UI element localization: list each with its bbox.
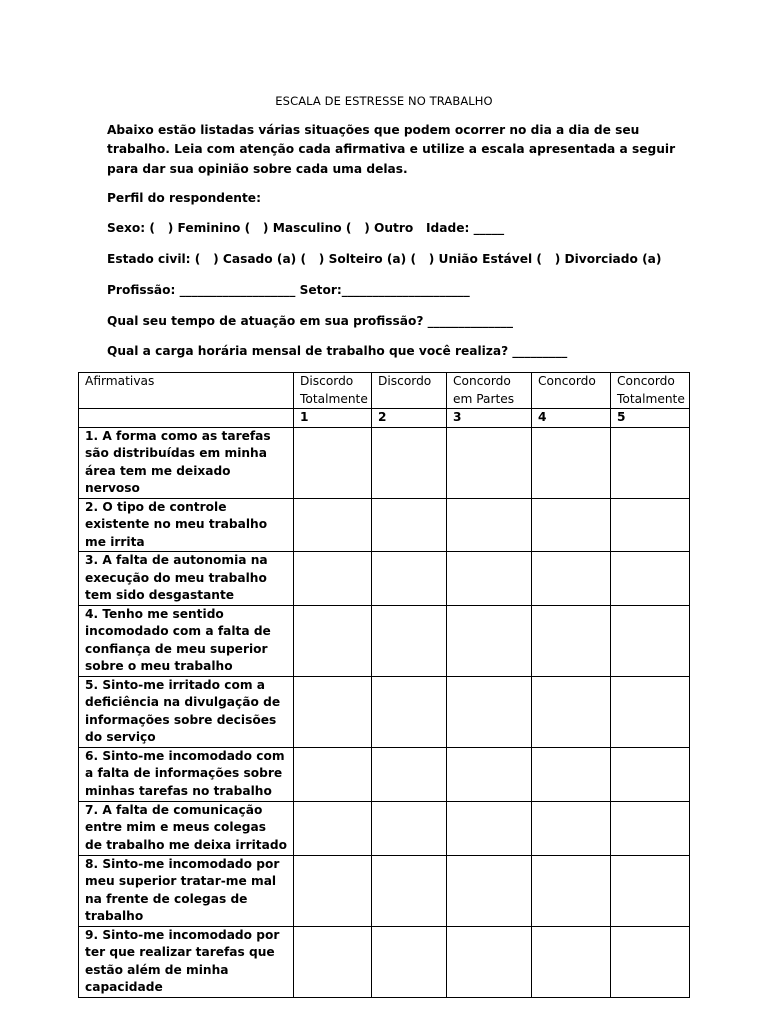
answer-cell-3[interactable] [447,676,532,747]
statement-text: 3. A falta de autonomia na execução do meu trabalho tem sido desgastante [79,552,294,606]
statement-text: 4. Tenho me sentido incomodado com a falta de confiança de meu superior sobre o meu trabalho [79,605,294,676]
statement-text: 9. Sinto-me incomodado por ter que realizar tarefas que estão além de minha capacidade [79,926,294,997]
header-afirmativas: Afirmativas [79,373,294,409]
table-row [79,747,690,801]
statement-text: 2. O tipo de controle existente no meu trabalho me irrita [79,498,294,552]
answer-cell-5[interactable] [611,676,690,747]
answer-cell-3[interactable] [447,926,532,997]
table-number-row [79,409,690,428]
answer-cell-2[interactable] [372,552,447,606]
table-row [79,926,690,997]
answer-cell-1[interactable] [294,427,372,498]
answer-cell-4[interactable] [532,427,611,498]
number-blank-cell [79,409,294,428]
scale-number-2: 2 [372,409,447,428]
document-title: ESCALA DE ESTRESSE NO TRABALHO [275,94,493,108]
profissao-setor-line: Profissão: ___________________ Setor:_____________________ [107,283,470,297]
scale-number-3: 3 [447,409,532,428]
answer-cell-1[interactable] [294,498,372,552]
statement-text: 8. Sinto-me incomodado por meu superior tratar-me mal na frente de colegas de trabalho [79,855,294,926]
answer-cell-2[interactable] [372,855,447,926]
table-row [79,427,690,498]
answer-cell-4[interactable] [532,747,611,801]
answer-cell-1[interactable] [294,855,372,926]
answer-cell-5[interactable] [611,855,690,926]
statement-text: 1. A forma como as tarefas são distribuídas em minha área tem me deixado nervoso [79,427,294,498]
header-col-5: Concordo Totalmente [611,373,690,409]
estado-civil-line: Estado civil: ( ) Casado (a) ( ) Solteiro (a) ( ) União Estável ( ) Divorciado (a) [107,252,662,266]
answer-cell-2[interactable] [372,605,447,676]
answer-cell-3[interactable] [447,747,532,801]
answer-cell-2[interactable] [372,427,447,498]
answer-cell-4[interactable] [532,605,611,676]
scale-number-1: 1 [294,409,372,428]
statement-text: 7. A falta de comunicação entre mim e meus colegas de trabalho me deixa irritado [79,801,294,855]
answer-cell-4[interactable] [532,801,611,855]
table-row [79,855,690,926]
stress-scale-table [78,372,690,998]
table-row [79,676,690,747]
answer-cell-5[interactable] [611,747,690,801]
profile-heading: Perfil do respondente: [107,191,261,205]
answer-cell-4[interactable] [532,926,611,997]
answer-cell-2[interactable] [372,926,447,997]
answer-cell-1[interactable] [294,676,372,747]
carga-horaria-line: Qual a carga horária mensal de trabalho que você realiza? _________ [107,344,568,358]
answer-cell-1[interactable] [294,801,372,855]
header-col-4: Concordo [532,373,611,409]
answer-cell-4[interactable] [532,498,611,552]
answer-cell-5[interactable] [611,801,690,855]
answer-cell-4[interactable] [532,552,611,606]
scale-number-5: 5 [611,409,690,428]
answer-cell-5[interactable] [611,926,690,997]
answer-cell-2[interactable] [372,747,447,801]
answer-cell-5[interactable] [611,498,690,552]
scale-number-4: 4 [532,409,611,428]
answer-cell-3[interactable] [447,427,532,498]
answer-cell-3[interactable] [447,552,532,606]
answer-cell-5[interactable] [611,552,690,606]
sexo-idade-line: Sexo: ( ) Feminino ( ) Masculino ( ) Outro Idade: _____ [107,221,505,235]
answer-cell-4[interactable] [532,855,611,926]
answer-cell-2[interactable] [372,676,447,747]
answer-cell-1[interactable] [294,747,372,801]
statement-text: 5. Sinto-me irritado com a deficiência na divulgação de informações sobre decisões do serviço [79,676,294,747]
header-col-2: Discordo [372,373,447,409]
table-header-row [79,373,690,409]
answer-cell-3[interactable] [447,605,532,676]
answer-cell-3[interactable] [447,855,532,926]
answer-cell-1[interactable] [294,605,372,676]
answer-cell-5[interactable] [611,427,690,498]
statement-text: 6. Sinto-me incomodado com a falta de informações sobre minhas tarefas no trabalho [79,747,294,801]
table-row [79,552,690,606]
tempo-atuacao-line: Qual seu tempo de atuação em sua profissão? ______________ [107,314,513,328]
table-row [79,801,690,855]
answer-cell-5[interactable] [611,605,690,676]
answer-cell-4[interactable] [532,676,611,747]
answer-cell-3[interactable] [447,801,532,855]
header-col-3: Concordo em Partes [447,373,532,409]
table-row [79,605,690,676]
answer-cell-2[interactable] [372,498,447,552]
answer-cell-3[interactable] [447,498,532,552]
answer-cell-1[interactable] [294,926,372,997]
table-row [79,498,690,552]
intro-paragraph: Abaixo estão listadas várias situações que podem ocorrer no dia a dia de seu trabalho. Leia com atenção cada afirmativa e utilize a escala apresentada a seguir para dar sua opinião sobre cada uma delas. [107,123,676,176]
answer-cell-2[interactable] [372,801,447,855]
answer-cell-1[interactable] [294,552,372,606]
header-col-1: Discordo Totalmente [294,373,372,409]
